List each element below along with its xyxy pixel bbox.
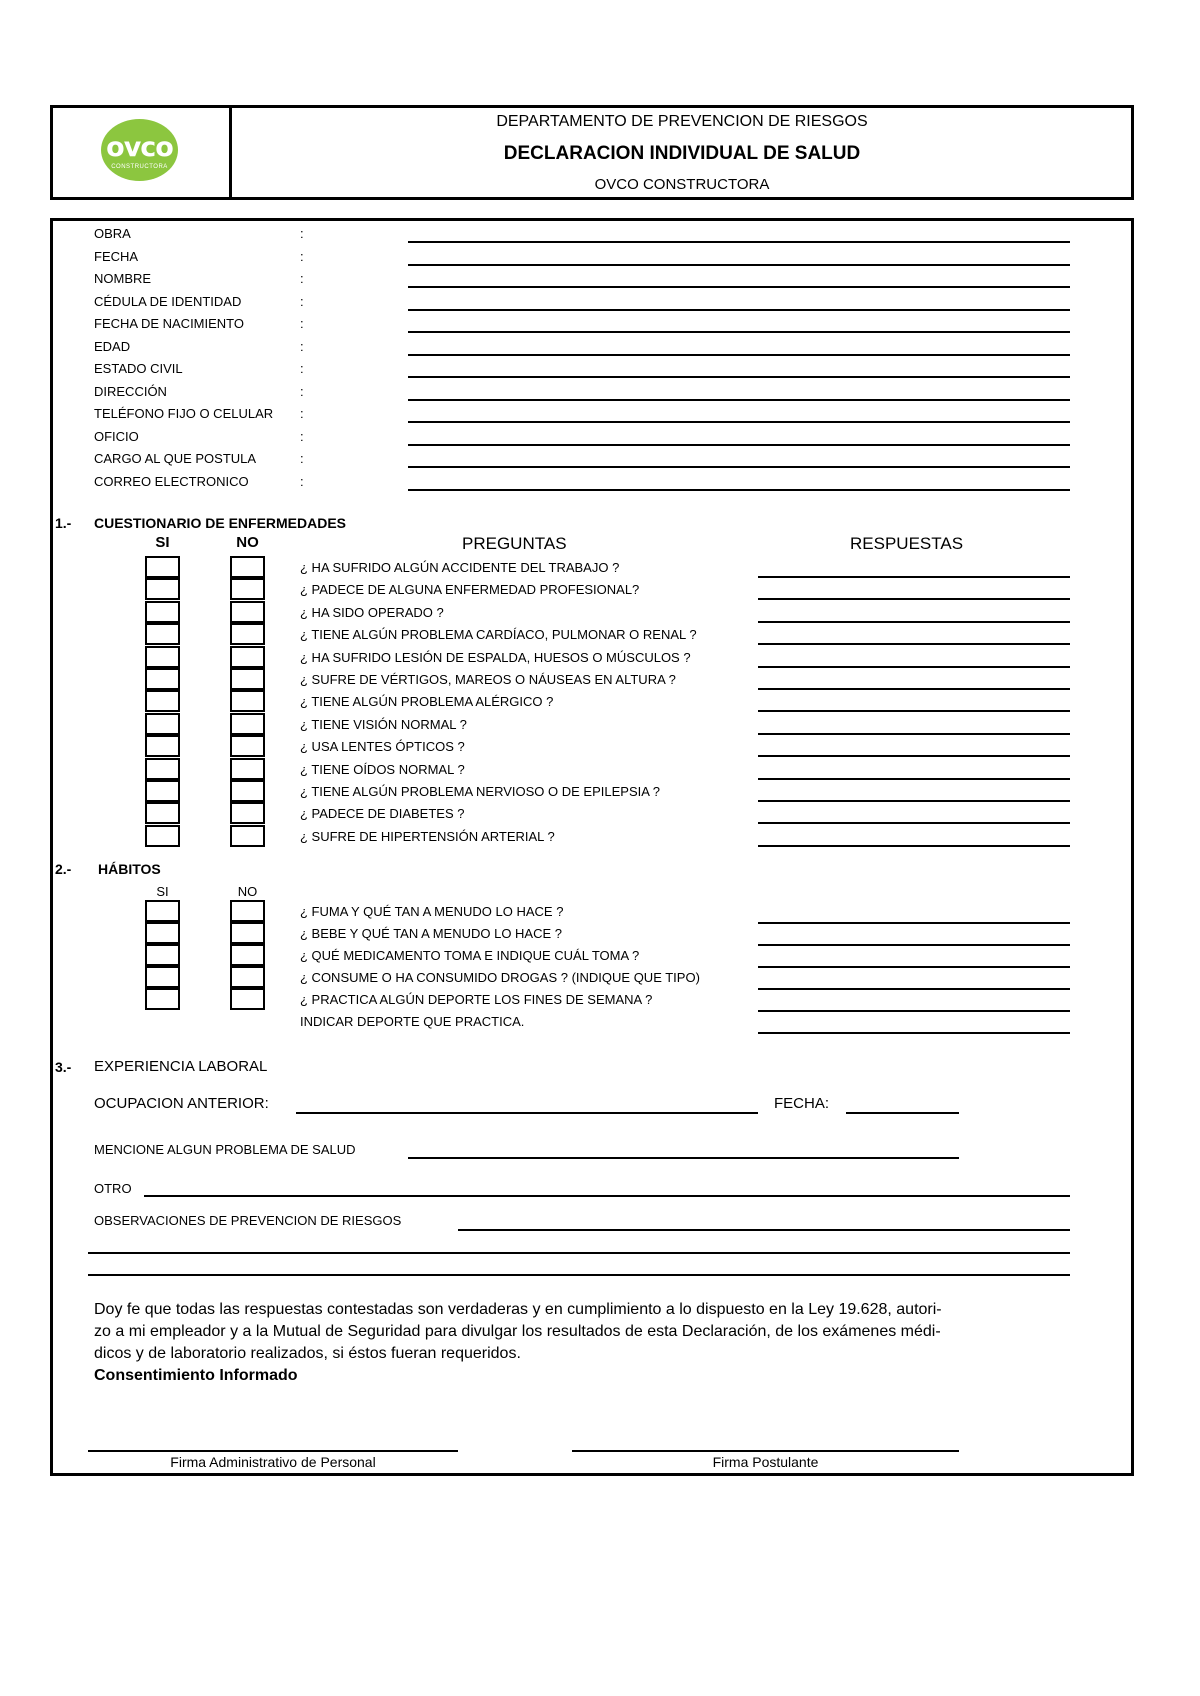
no-checkbox[interactable]: [230, 623, 265, 645]
si-checkbox[interactable]: [145, 988, 180, 1010]
si-checkbox[interactable]: [145, 758, 180, 780]
field-colon: :: [300, 451, 304, 466]
document-title: DECLARACION INDIVIDUAL DE SALUD: [503, 143, 861, 164]
field-colon: :: [300, 406, 304, 421]
answer-line[interactable]: [758, 822, 1070, 824]
no-checkbox[interactable]: [230, 578, 265, 600]
observaciones-line-3[interactable]: [88, 1274, 1070, 1276]
no-checkbox[interactable]: [230, 966, 265, 988]
question-text: ¿ HA SUFRIDO LESIÓN DE ESPALDA, HUESOS O MÚSCULOS ?: [300, 649, 691, 665]
si-checkbox[interactable]: [145, 668, 180, 690]
no-checkbox[interactable]: [230, 735, 265, 757]
answer-line[interactable]: [758, 710, 1070, 712]
si-checkbox[interactable]: [145, 646, 180, 668]
field-label: CORREO ELECTRONICO: [94, 473, 249, 489]
field-input-line[interactable]: [408, 421, 1070, 423]
consent-label: Consentimiento Informado: [94, 1367, 298, 1384]
field-label: DIRECCIÓN: [94, 383, 167, 399]
answer-line[interactable]: [758, 666, 1070, 668]
no-checkbox[interactable]: [230, 988, 265, 1010]
question-text: ¿ TIENE ALGÚN PROBLEMA CARDÍACO, PULMONAR O RENAL ?: [300, 627, 697, 643]
otro-line[interactable]: [144, 1195, 1070, 1197]
fecha-label: FECHA:: [774, 1095, 830, 1112]
no-checkbox[interactable]: [230, 922, 265, 944]
answer-line[interactable]: [758, 576, 1070, 578]
field-colon: :: [300, 248, 304, 264]
no-checkbox[interactable]: [230, 825, 265, 847]
section1-no-header: NO: [236, 534, 259, 551]
field-input-line[interactable]: [408, 399, 1070, 401]
field-colon: :: [300, 271, 304, 286]
answer-line[interactable]: [758, 688, 1070, 690]
answer-line[interactable]: [758, 598, 1070, 600]
habit-answer-line[interactable]: [758, 922, 1070, 924]
no-checkbox[interactable]: [230, 601, 265, 623]
field-label: FECHA: [94, 248, 139, 264]
habit-answer-line[interactable]: [758, 944, 1070, 946]
signature-line-applicant[interactable]: [572, 1450, 959, 1452]
field-input-line[interactable]: [408, 264, 1070, 266]
field-colon: :: [300, 338, 304, 354]
habit-answer-line[interactable]: [758, 966, 1070, 968]
section3-title: EXPERIENCIA LABORAL: [94, 1058, 268, 1075]
no-checkbox[interactable]: [230, 713, 265, 735]
field-label: TELÉFONO FIJO O CELULAR: [94, 406, 274, 421]
field-colon: :: [300, 383, 304, 399]
answer-line[interactable]: [758, 845, 1070, 847]
section3-number: 3.-: [55, 1059, 72, 1075]
question-text: ¿ PADECE DE DIABETES ?: [300, 806, 465, 822]
question-text: ¿ TIENE VISIÓN NORMAL ?: [300, 716, 467, 732]
fecha-line[interactable]: [846, 1112, 959, 1114]
habit-answer-line[interactable]: [758, 1032, 1070, 1034]
field-input-line[interactable]: [408, 286, 1070, 288]
answer-line[interactable]: [758, 643, 1070, 645]
field-input-line[interactable]: [408, 466, 1070, 468]
no-checkbox[interactable]: [230, 668, 265, 690]
si-checkbox[interactable]: [145, 802, 180, 824]
declaration-line-2: zo a mi empleador y a la Mutual de Seguridad para divulgar los resultados de esta Declaración, de los exámenes médi-: [94, 1323, 941, 1340]
field-colon: :: [300, 361, 304, 376]
habit-question-text: ¿ CONSUME O HA CONSUMIDO DROGAS ? (INDIQUE QUE TIPO): [300, 970, 700, 985]
no-checkbox[interactable]: [230, 646, 265, 668]
answer-line[interactable]: [758, 621, 1070, 623]
si-checkbox[interactable]: [145, 556, 180, 578]
habit-question-text: ¿ QUÉ MEDICAMENTO TOMA E INDIQUE CUÁL TOMA ?: [300, 948, 640, 963]
si-checkbox[interactable]: [145, 601, 180, 623]
si-checkbox[interactable]: [145, 690, 180, 712]
field-label: OFICIO: [94, 428, 139, 444]
no-checkbox[interactable]: [230, 802, 265, 824]
signature-label-admin: Firma Administrativo de Personal: [170, 1454, 376, 1470]
field-colon: :: [300, 428, 304, 444]
habit-question-text: ¿ BEBE Y QUÉ TAN A MENUDO LO HACE ?: [300, 926, 563, 941]
field-colon: :: [300, 293, 304, 309]
answer-line[interactable]: [758, 755, 1070, 757]
section1-title: CUESTIONARIO DE ENFERMEDADES: [94, 515, 347, 531]
otro-label: OTRO: [94, 1181, 132, 1196]
question-text: ¿ SUFRE DE HIPERTENSIÓN ARTERIAL ?: [300, 828, 555, 844]
field-input-line[interactable]: [408, 354, 1070, 356]
habit-question-text: INDICAR DEPORTE QUE PRACTICA.: [300, 1014, 525, 1029]
field-colon: :: [300, 316, 304, 331]
signature-line-admin[interactable]: [88, 1450, 458, 1452]
company-name: OVCO CONSTRUCTORA: [594, 176, 770, 193]
si-checkbox[interactable]: [145, 922, 180, 944]
preguntas-header: PREGUNTAS: [462, 534, 567, 553]
si-checkbox[interactable]: [145, 966, 180, 988]
section2-title: HÁBITOS: [98, 861, 161, 877]
field-colon: :: [300, 226, 304, 241]
field-label: NOMBRE: [94, 271, 152, 286]
habit-answer-line[interactable]: [758, 1010, 1070, 1012]
si-checkbox[interactable]: [145, 578, 180, 600]
no-checkbox[interactable]: [230, 690, 265, 712]
answer-line[interactable]: [758, 778, 1070, 780]
habit-question-text: ¿ PRACTICA ALGÚN DEPORTE LOS FINES DE SEMANA ?: [300, 992, 653, 1007]
no-checkbox[interactable]: [230, 780, 265, 802]
question-text: ¿ TIENE ALGÚN PROBLEMA ALÉRGICO ?: [300, 694, 554, 710]
no-checkbox[interactable]: [230, 556, 265, 578]
si-checkbox[interactable]: [145, 825, 180, 847]
question-text: ¿ SUFRE DE VÉRTIGOS, MAREOS O NÁUSEAS EN ALTURA ?: [300, 672, 676, 687]
si-checkbox[interactable]: [145, 713, 180, 735]
logo-subtitle: CONSTRUCTORA: [111, 164, 168, 170]
department-title: DEPARTAMENTO DE PREVENCION DE RIESGOS: [496, 113, 868, 130]
answer-line[interactable]: [758, 733, 1070, 735]
field-input-line[interactable]: [408, 241, 1070, 243]
question-text: ¿ HA SUFRIDO ALGÚN ACCIDENTE DEL TRABAJO ?: [300, 560, 620, 575]
field-colon: :: [300, 473, 304, 489]
field-input-line[interactable]: [408, 444, 1070, 446]
section1-si-header: SI: [155, 534, 170, 551]
declaration-line-1: Doy fe que todas las respuestas contestadas son verdaderas y en cumplimiento a lo dispuesto en la Ley 19.628, autori-: [94, 1301, 942, 1318]
observaciones-label: OBSERVACIONES DE PREVENCION DE RIESGOS: [94, 1213, 402, 1228]
question-text: ¿ TIENE ALGÚN PROBLEMA NERVIOSO O DE EPILEPSIA ?: [300, 784, 661, 799]
answer-line[interactable]: [758, 800, 1070, 802]
si-checkbox[interactable]: [145, 944, 180, 966]
observaciones-line-2[interactable]: [88, 1252, 1070, 1254]
section2-number: 2.-: [55, 861, 72, 877]
si-checkbox[interactable]: [145, 623, 180, 645]
company-logo: [101, 119, 178, 181]
signature-label-applicant: Firma Postulante: [712, 1454, 819, 1470]
respuestas-header: RESPUESTAS: [850, 534, 964, 553]
no-checkbox[interactable]: [230, 900, 265, 922]
field-input-line[interactable]: [408, 331, 1070, 333]
si-checkbox[interactable]: [145, 780, 180, 802]
question-text: ¿ PADECE DE ALGUNA ENFERMEDAD PROFESIONAL?: [300, 582, 640, 598]
habit-answer-line[interactable]: [758, 988, 1070, 990]
problema-label: MENCIONE ALGUN PROBLEMA DE SALUD: [94, 1142, 356, 1157]
ocupacion-label: OCUPACION ANTERIOR:: [94, 1095, 269, 1112]
si-checkbox[interactable]: [145, 735, 180, 757]
declaration-line-3: dicos y de laboratorio realizados, si éstos fueran requeridos.: [94, 1345, 521, 1362]
field-label: ESTADO CIVIL: [94, 361, 183, 376]
field-input-line[interactable]: [408, 489, 1070, 491]
section2-si-header: SI: [156, 884, 169, 899]
logo-word: ovco: [106, 132, 173, 163]
field-label: OBRA: [94, 226, 131, 241]
no-checkbox[interactable]: [230, 944, 265, 966]
field-label: CÉDULA DE IDENTIDAD: [94, 293, 242, 309]
field-label: FECHA DE NACIMIENTO: [94, 316, 245, 331]
field-input-line[interactable]: [408, 376, 1070, 378]
ocupacion-line[interactable]: [296, 1112, 758, 1114]
question-text: ¿ TIENE OÍDOS NORMAL ?: [300, 761, 465, 777]
si-checkbox[interactable]: [145, 900, 180, 922]
field-label: EDAD: [94, 338, 131, 354]
section2-no-header: NO: [237, 884, 258, 899]
question-text: ¿ HA SIDO OPERADO ?: [300, 604, 444, 620]
no-checkbox[interactable]: [230, 758, 265, 780]
field-label: CARGO AL QUE POSTULA: [94, 451, 257, 466]
section1-number: 1.-: [55, 515, 72, 531]
habit-question-text: ¿ FUMA Y QUÉ TAN A MENUDO LO HACE ?: [300, 904, 564, 919]
question-text: ¿ USA LENTES ÓPTICOS ?: [300, 739, 465, 755]
problema-line[interactable]: [408, 1157, 959, 1159]
field-input-line[interactable]: [408, 309, 1070, 311]
observaciones-line-1[interactable]: [458, 1229, 1070, 1231]
